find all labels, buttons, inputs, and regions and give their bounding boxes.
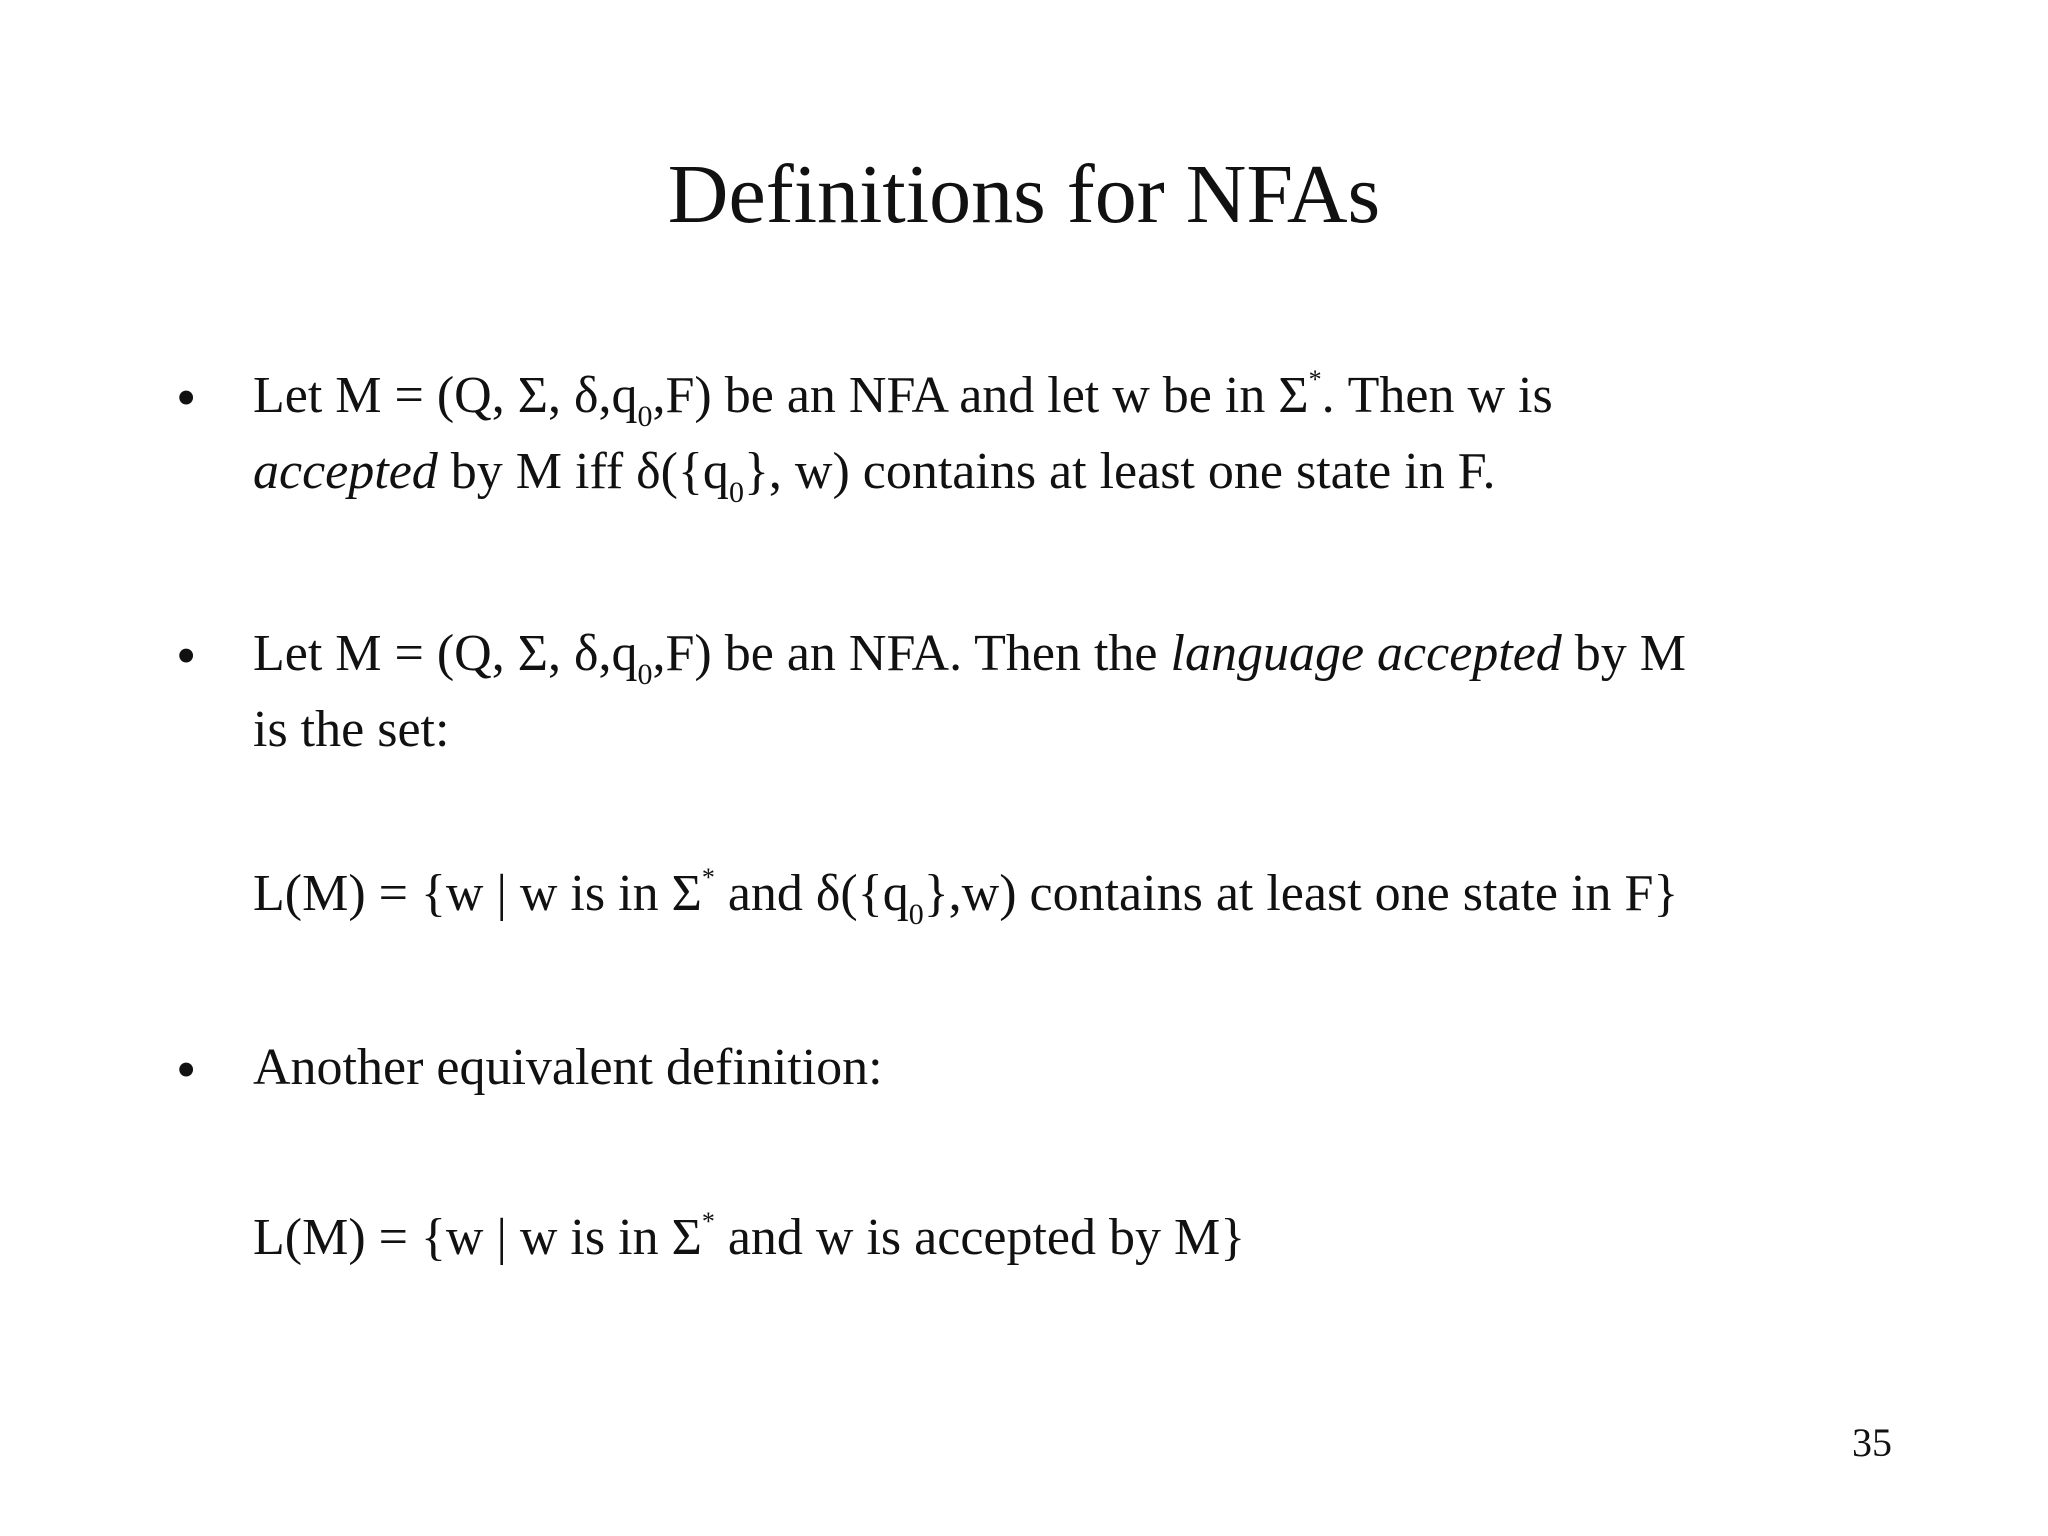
term-accepted: accepted [253, 443, 438, 500]
page-number: 35 [1852, 1420, 1892, 1465]
bullet-2-line-1: Let M = (Q, Σ, $\delta,q_0,F$) be an NFA. Then the language accepted by M [253, 625, 1687, 691]
bullet-3-marker: • [176, 1037, 197, 1102]
bullet-1-line-1: Let M = (Q, Σ, $\delta,q_0,F$) be an NFA and let w be in Σ*. Then w is [253, 365, 1553, 433]
bullet-3-line-1: Another equivalent definition: [253, 1039, 883, 1096]
bullet-1-line-2: accepted by M iff $\delta(\{q_0\}$, w) contains at least one state in F. [253, 443, 1496, 509]
term-language-accepted: language accepted [1170, 625, 1562, 682]
bullet-2-line-2: is the set: [253, 701, 450, 758]
formula-1: L(M) = {w | w is in Σ* and $\delta(\{q_0\},w)$ contains at least one state in F} [253, 863, 1679, 931]
bullet-1-marker: • [176, 365, 197, 430]
formula-2: L(M) = {w | w is in Σ* and w is accepted by M} [253, 1207, 1246, 1266]
slide-title: Definitions for NFAs [667, 148, 1381, 241]
bullet-2-marker: • [176, 623, 197, 688]
